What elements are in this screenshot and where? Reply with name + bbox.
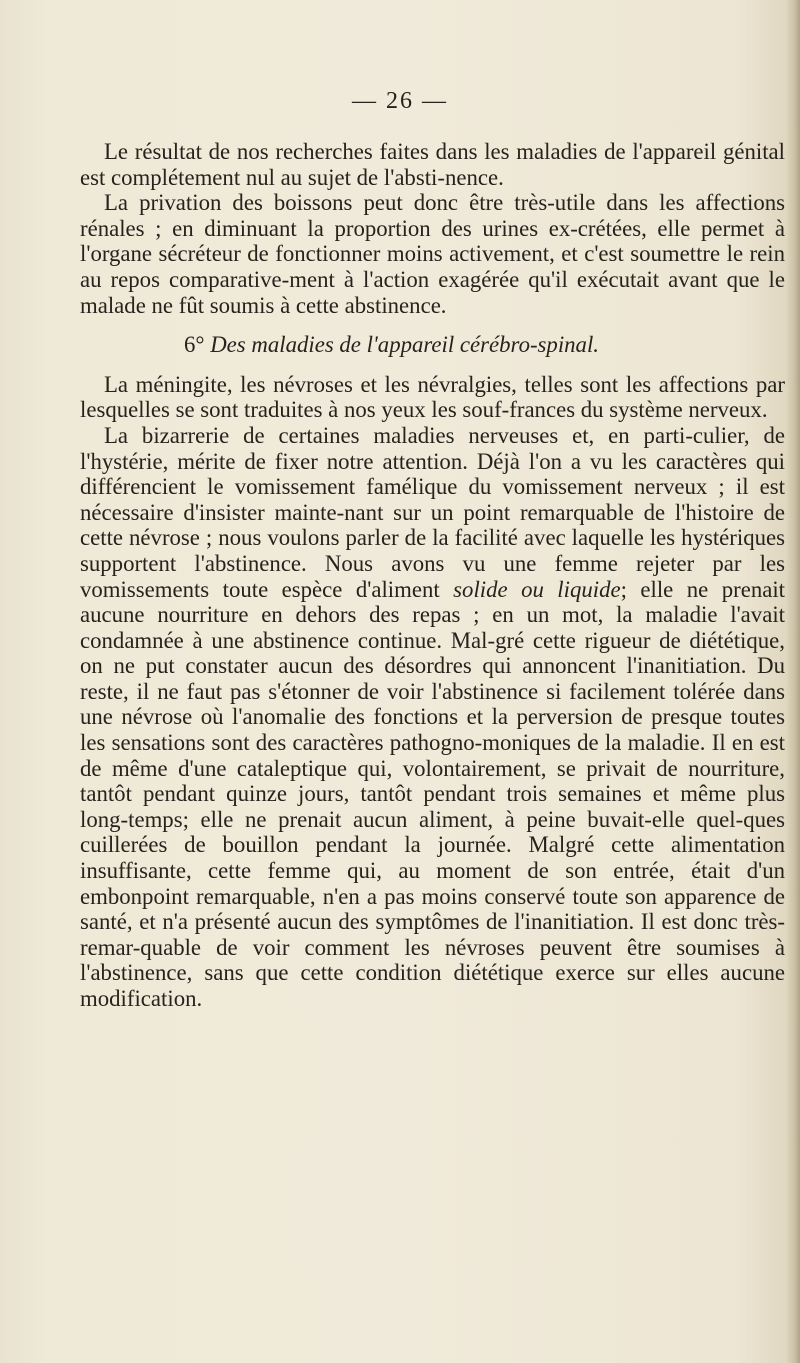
section-number: 6° [184, 332, 205, 358]
page-number: — 26 — [352, 88, 448, 114]
paragraph-hysteria [80, 423, 785, 1012]
page-edge-shadow [786, 0, 800, 1363]
paragraph-genital-results: Le résultat de nos recherches faites dans les maladies de l'appareil génital est complétement nul au sujet de l'absti-nence. [80, 139, 785, 190]
paragraph-renal-affections: La privation des boissons peut donc être très-utile dans les affections rénales ; en diminuant la proportion des urines ex-crétées, elle permet à l'organe sécréteur de fonctionner moins activement, et c'est soumettre le rein au repos comparative-ment à l'action exagérée qu'il exécutait avant que le malade ne fût soumis à cette abstinence. [80, 190, 785, 318]
hysteria-text-end: ; elle ne prenait aucune nourriture en dehors des repas ; en un mot, la maladie l'avait condamnée à une abstinence continue. Mal-gré cette rigueur de diététique, on ne put constater aucun des désordres qui annoncent l'inanitiation. Du reste, il ne faut pas s'étonner de voir l'abstinence si facilement tolérée dans une névrose où l'anomalie des fonctions et la perversion de presque toutes les sensations sont des caractères pathogno-moniques de la maladie. Il en est de même d'une cataleptique qui, volontairement, se privait de nourriture, tantôt pendant quinze jours, tantôt pendant trois semaines et même plus long-temps; elle ne prenait aucun aliment, à peine buvait-elle quel-ques cuillerées de bouillon pendant la journée. Malgré cette alimentation insuffisante, cette femme qui, au moment de son entrée, était d'un embonpoint remarquable, n'en a pas moins conservé toute son apparence de santé, et n'a présenté aucun des symptômes de l'inanitiation. Il est donc très-remar-quable de voir comment les névroses peuvent être soumises à l'abstinence, sans que cette condition diététique exerce sur elles aucune modification. [80, 576, 785, 1011]
section-heading [80, 332, 785, 358]
body-text [80, 139, 785, 1012]
paragraph-nervous-system: La méningite, les névroses et les névralgies, telles sont les affections par lesquelles se sont traduites à nos yeux les souf-frances du système nerveux. [80, 371, 785, 423]
hysteria-text-start: La bizarrerie de certaines maladies nerveuses et, en parti-culier, de l'hystérie, mérite de fixer notre attention. Déjà l'on a vu les caractères qui différencient le vomissement famélique du vomissement nerveux ; il est nécessaire d'insister mainte-nant sur un point remarquable de l'histoire de cette névrose ; nous voulons parler de la facilité avec laquelle les hystériques supportent l'abstinence. Nous avons vu une femme rejeter par les vomissements toute espèce d'aliment [80, 422, 785, 602]
section-title: Des maladies de l'appareil cérébro-spinal. [210, 332, 599, 358]
hysteria-emphasis: solide ou liquide [453, 576, 621, 602]
